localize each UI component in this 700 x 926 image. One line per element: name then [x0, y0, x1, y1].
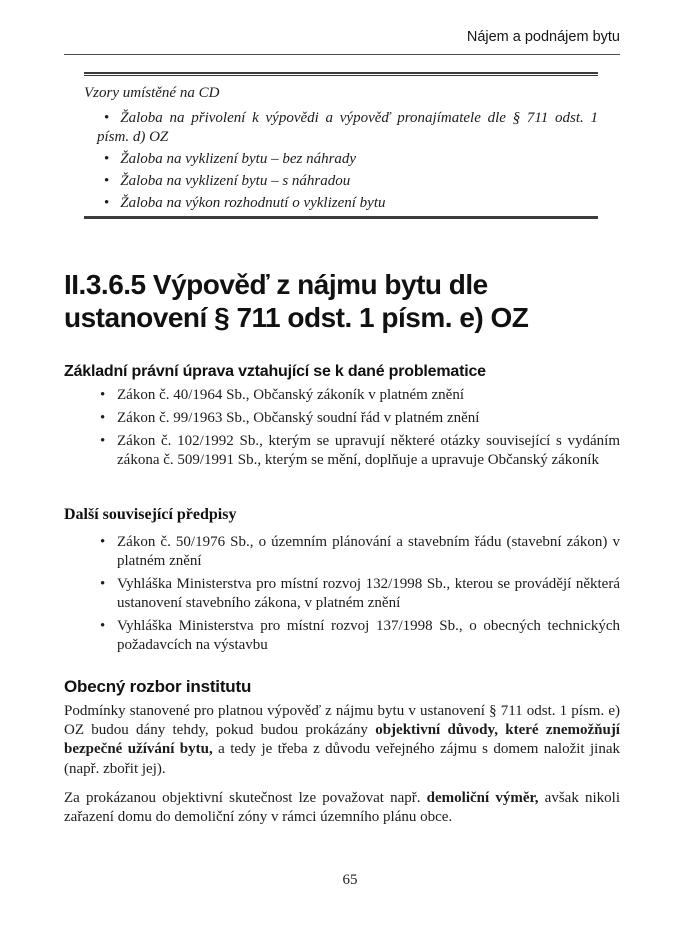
cd-box-list [84, 109, 598, 213]
cd-box-item: • Žaloba na výkon rozhodnutí o vyklizení bytu [97, 194, 598, 213]
cd-box-item: • Žaloba na vyklizení bytu – s náhradou [97, 172, 598, 191]
cd-box-title: Vzory umístěné na CD [84, 85, 220, 101]
running-header: Nájem a podnájem bytu [466, 29, 620, 45]
legal-basis-list [64, 386, 620, 470]
regulation-item: • Vyhláška Ministerstva pro místní rozvoj 132/1998 Sb., kterou se provádějí některá ustanovení stavebního zákona, v platném znění [117, 575, 620, 613]
cd-box-item: • Žaloba na přivolení k výpovědi a výpověď pronajímatele dle § 711 odst. 1 písm. d) OZ [97, 109, 598, 147]
legal-basis-section [64, 363, 620, 474]
law-item: • Zákon č. 102/1992 Sb., kterým se upravují některé otázky související s vydáním zákona č. 509/1991 Sb., kterým se mění, doplňuje a upravuje Občanský zákoník [117, 432, 620, 470]
related-regulations-list [64, 533, 620, 655]
analysis-section [64, 677, 620, 827]
chapter-heading-line2: ustanovení § 711 odst. 1 písm. e) OZ [64, 302, 529, 333]
page-number: 65 [342, 872, 358, 888]
chapter-heading-line1: II.3.6.5 Výpověď z nájmu bytu dle [64, 269, 488, 300]
regulation-item: • Zákon č. 50/1976 Sb., o územním plánování a stavebním řádu (stavební zákon) v platném znění [117, 533, 620, 571]
cd-box-item: • Žaloba na vyklizení bytu – bez náhrady [97, 150, 598, 169]
law-item: • Zákon č. 40/1964 Sb., Občanský zákoník v platném znění [117, 386, 620, 405]
box-top-border [84, 72, 598, 76]
related-regulations-heading: Další související předpisy [64, 506, 237, 523]
related-regulations-section [64, 506, 620, 659]
analysis-paragraph-1: Podmínky stanovené pro platnou výpověď z nájmu bytu v ustanovení § 711 odst. 1 písm. e) OZ budou dány tehdy, pokud budou prokázány objektivní důvody, které znemožňují bezpečné užívání bytu, a tedy je třeba z důvodu veřejného zájmu s domem naložit jinak (např. zbořit jej). [64, 703, 620, 777]
analysis-paragraph-2: Za prokázanou objektivní skutečnost lze považovat např. demoliční výměr, avšak nikoli zařazení domu do demoliční zóny v rámci územního plánu obce. [64, 789, 621, 826]
chapter-heading [64, 268, 620, 334]
box-bottom-border [84, 216, 598, 219]
legal-basis-heading: Základní právní úprava vztahující se k dané problematice [64, 363, 486, 380]
analysis-heading: Obecný rozbor institutu [64, 677, 252, 696]
law-item: • Zákon č. 99/1963 Sb., Občanský soudní řád v platném znění [117, 409, 620, 428]
cd-samples-box [84, 72, 598, 219]
regulation-item: • Vyhláška Ministerstva pro místní rozvoj 137/1998 Sb., o obecných technických požadavcích na výstavbu [117, 617, 620, 655]
header-rule [64, 54, 620, 55]
